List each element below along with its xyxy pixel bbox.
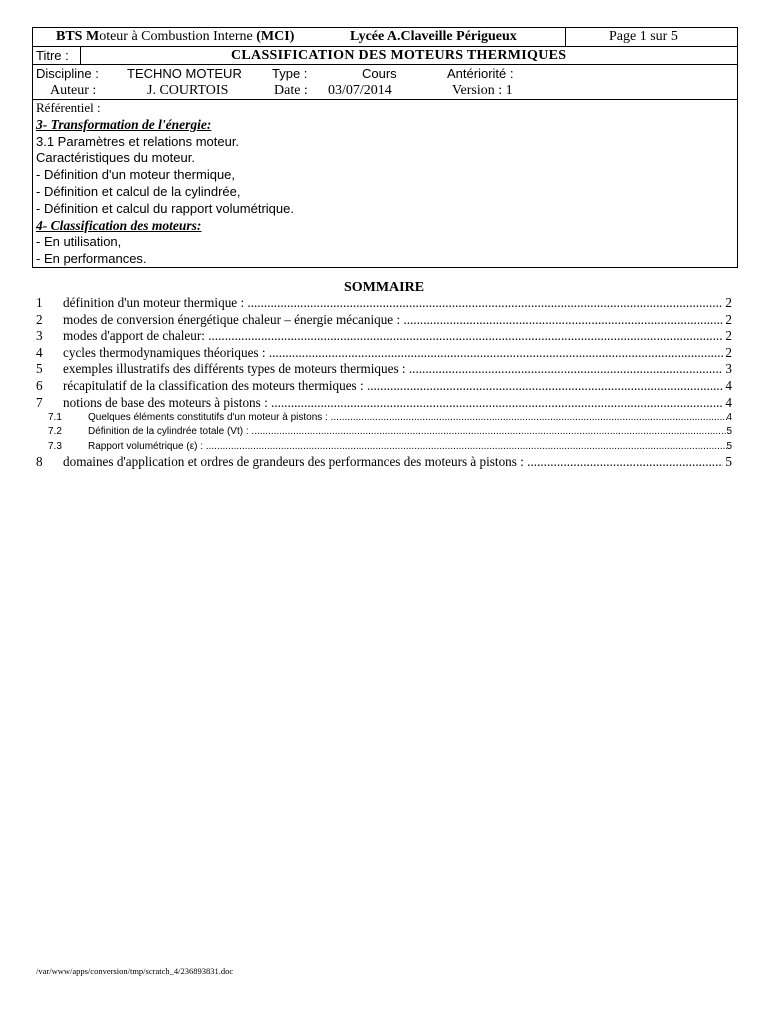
referentiel-line: - Définition d'un moteur thermique,	[36, 167, 236, 183]
auteur-label: Auteur :	[50, 83, 97, 98]
section-4-heading: 4- Classification des moteurs:	[36, 217, 202, 233]
referentiel-line: - Définition et calcul de la cylindrée,	[36, 183, 241, 199]
toc-entry[interactable]: 4 cycles thermodynamiques théoriques : ..... 2	[36, 345, 732, 362]
toc-entry[interactable]: 6 récapitulatif de la classification des moteurs thermiques : ..... 4	[36, 378, 732, 395]
date-label: Date :	[274, 83, 308, 98]
title-label: Titre :	[36, 48, 69, 63]
referentiel-line: - Définition et calcul du rapport volumétrique.	[36, 200, 294, 216]
discipline-value: TECHNO MOTEUR	[127, 66, 242, 81]
type-label: Type :	[272, 66, 308, 81]
toc-subentry[interactable]: 7.2 Définition de la cylindrée totale (Vt) : ..... 5	[36, 425, 732, 439]
header-row-meta	[33, 65, 737, 100]
referentiel-line: - En utilisation,	[36, 234, 122, 250]
course-name: BTS Moteur à Combustion Interne (MCI)	[56, 29, 295, 44]
toc-entry[interactable]: 2 modes de conversion énergétique chaleur – énergie mécanique : ..... 2	[36, 312, 732, 329]
toc-entry[interactable]: 1 définition d'un moteur thermique : ..... 2	[36, 295, 732, 312]
toc-entry[interactable]: 3 modes d'apport de chaleur: ..... 2	[36, 328, 732, 345]
document-title: CLASSIFICATION DES MOTEURS THERMIQUES	[231, 48, 567, 63]
anteriorite-label: Antériorité :	[447, 66, 514, 81]
header-row-course	[33, 28, 737, 47]
referentiel-line: 3.1 Paramètres et relations moteur.	[36, 133, 240, 149]
referentiel-box	[33, 100, 737, 267]
date-value: 03/07/2014	[328, 83, 392, 98]
footer-file-path: /var/www/apps/conversion/tmp/scratch_4/236893831.doc	[36, 966, 234, 976]
toc-entry[interactable]: 8 domaines d'application et ordres de grandeurs des performances des moteurs à pistons : ..... 5	[36, 454, 732, 471]
sommaire-title: SOMMAIRE	[343, 280, 425, 295]
table-of-contents	[36, 295, 732, 471]
section-3-heading: 3- Transformation de l'énergie:	[36, 116, 212, 132]
document-header-table	[32, 27, 738, 268]
auteur-value: J. COURTOIS	[147, 83, 229, 98]
referentiel-line: - En performances.	[36, 251, 147, 267]
referentiel-label: Référentiel :	[36, 100, 101, 115]
page-indicator: Page 1 sur 5	[609, 29, 678, 44]
type-value: Cours	[362, 66, 397, 81]
school-name: Lycée A.Claveille Périgueux	[350, 29, 517, 44]
version-value: Version : 1	[452, 83, 513, 98]
toc-entry[interactable]: 5 exemples illustratifs des différents types de moteurs thermiques : ..... 3	[36, 361, 732, 378]
referentiel-line: Caractéristiques du moteur.	[36, 150, 195, 166]
toc-entry[interactable]: 7 notions de base des moteurs à pistons : ..... 4	[36, 395, 732, 412]
toc-subentry[interactable]: 7.1 Quelques éléments constitutifs d'un moteur à pistons : ..... 4	[36, 411, 732, 425]
header-row-title	[33, 47, 737, 65]
discipline-label: Discipline :	[36, 66, 99, 81]
toc-subentry[interactable]: 7.3 Rapport volumétrique (ε) : ..... 5	[36, 440, 732, 454]
